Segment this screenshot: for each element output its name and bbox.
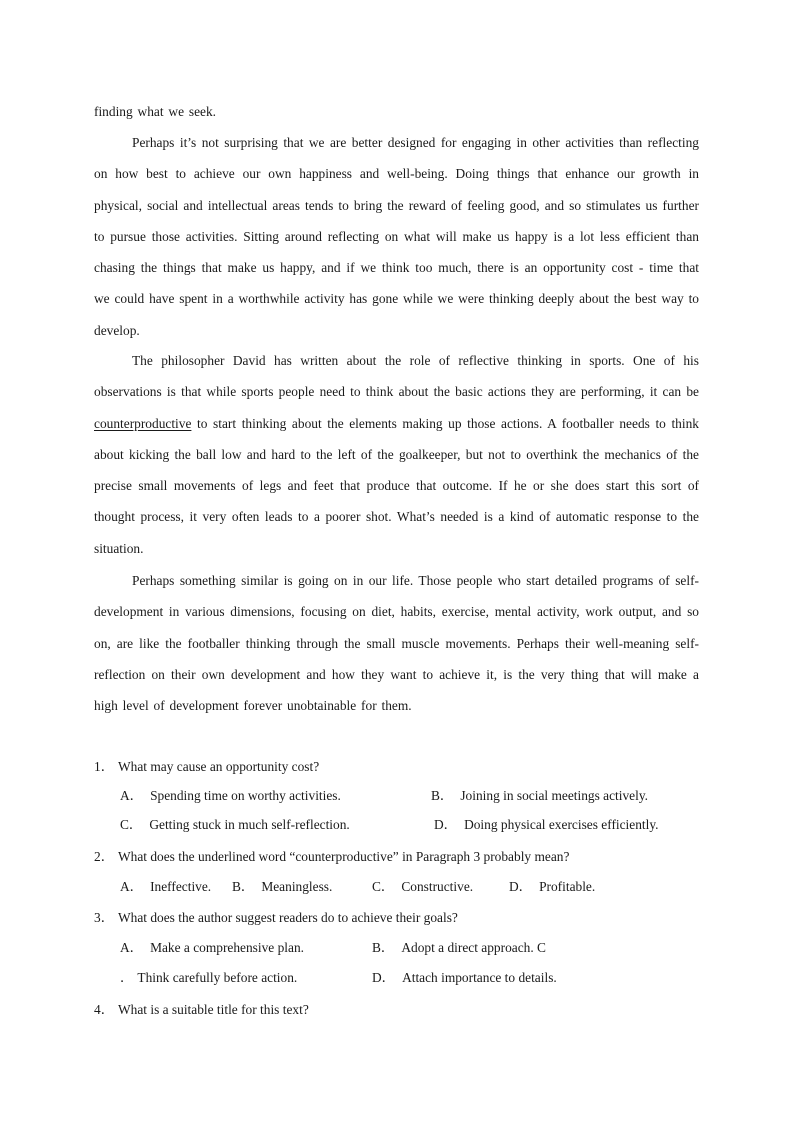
question-1-option-c[interactable]	[120, 815, 350, 835]
paragraph-2-text-before: The philosopher David has written about the role of reflective thinking in sports. One of his observations is that while sports people need to think about the basic actions they are performing, it can be	[94, 353, 699, 400]
passage-opening-fragment: finding what we seek.	[94, 104, 217, 119]
question-1-option-d[interactable]	[434, 815, 659, 835]
option-text: Meaningless.	[261, 879, 333, 894]
option-text: Think carefully before action.	[137, 970, 298, 985]
option-text: Ineffective.	[150, 879, 212, 894]
option-text: Spending time on worthy activities.	[150, 788, 341, 803]
question-text: What does the underlined word “counterproductive” in Paragraph 3 probably mean?	[118, 849, 570, 864]
question-2-option-c[interactable]	[372, 877, 473, 897]
question-3-option-b[interactable]	[372, 938, 546, 958]
option-letter: B．	[372, 940, 395, 955]
question-3	[94, 908, 458, 928]
question-2-option-a[interactable]	[120, 877, 211, 897]
passage-paragraph-3: Perhaps something similar is going on in our life. Those people who start detailed programs of self-development in various dimensions, focusing on diet, habits, exercise, mental activity, work output, and so on, are like the footballer thinking through the small muscle movements. Perhaps their well-meaning self-reflection on their own development and how they want to achieve it, is the very thing that will make a high level of development forever unobtainable for them.	[94, 573, 699, 714]
option-letter: ．	[120, 970, 134, 985]
option-text: Getting stuck in much self-reflection.	[149, 817, 350, 832]
question-number: 4．	[94, 1002, 115, 1017]
question-number: 1．	[94, 759, 115, 774]
passage-paragraph-2	[94, 345, 699, 564]
passage-paragraph-1: Perhaps it’s not surprising that we are better designed for engaging in other activities than reflecting on how best to achieve our own happiness and well-being. Doing things that enhance our growth in physical, social and intellectual areas tends to bring the reward of feeling good, and so stimulates us further to pursue those activities. Sitting around reflecting on what will make us happy is a lot less efficient than chasing the things that make us happy, and if we think too much, there is an opportunity cost - time that we could have spent in a worthwhile activity has gone while we were thinking deeply about the best way to develop.	[94, 135, 699, 338]
question-2-option-b[interactable]	[232, 877, 332, 897]
underlined-word: counterproductive	[94, 415, 192, 431]
option-letter: B．	[431, 788, 454, 803]
option-letter: B．	[232, 879, 255, 894]
option-text: Adopt a direct approach. C	[401, 940, 546, 955]
option-text: Constructive.	[401, 879, 474, 894]
option-letter: D．	[372, 970, 396, 985]
question-4	[94, 1000, 309, 1020]
option-text: Make a comprehensive plan.	[150, 940, 304, 955]
option-text: Doing physical exercises efficiently.	[464, 817, 659, 832]
question-3-option-d[interactable]	[372, 968, 557, 988]
question-text: What may cause an opportunity cost?	[118, 759, 320, 774]
option-letter: C．	[372, 879, 395, 894]
question-1-option-a[interactable]	[120, 786, 341, 806]
option-letter: A．	[120, 788, 144, 803]
option-letter: A．	[120, 879, 144, 894]
question-2	[94, 847, 569, 867]
question-text: What is a suitable title for this text?	[118, 1002, 309, 1017]
question-1	[94, 757, 319, 777]
question-text: What does the author suggest readers do to achieve their goals?	[118, 910, 458, 925]
option-text: Attach importance to details.	[402, 970, 557, 985]
option-text: Profitable.	[539, 879, 596, 894]
question-2-option-d[interactable]	[509, 877, 595, 897]
option-letter: A．	[120, 940, 144, 955]
question-3-option-c[interactable]	[120, 968, 297, 988]
paragraph-2-text-after: to start thinking about the elements making up those actions. A footballer needs to think about kicking the ball low and hard to the left of the goalkeeper, but not to overthink the mechanics of the precise small movements of legs and feet that produce that outcome. If he or she does start this sort of thought process, it very often leads to a poorer shot. What’s needed is a kind of automatic response to the situation.	[94, 415, 699, 556]
option-letter: C．	[120, 817, 143, 832]
question-1-option-b[interactable]	[431, 786, 648, 806]
option-letter: D．	[434, 817, 458, 832]
option-text: Joining in social meetings actively.	[460, 788, 649, 803]
option-letter: D．	[509, 879, 533, 894]
question-number: 2．	[94, 849, 115, 864]
question-number: 3．	[94, 910, 115, 925]
question-3-option-a[interactable]	[120, 938, 304, 958]
